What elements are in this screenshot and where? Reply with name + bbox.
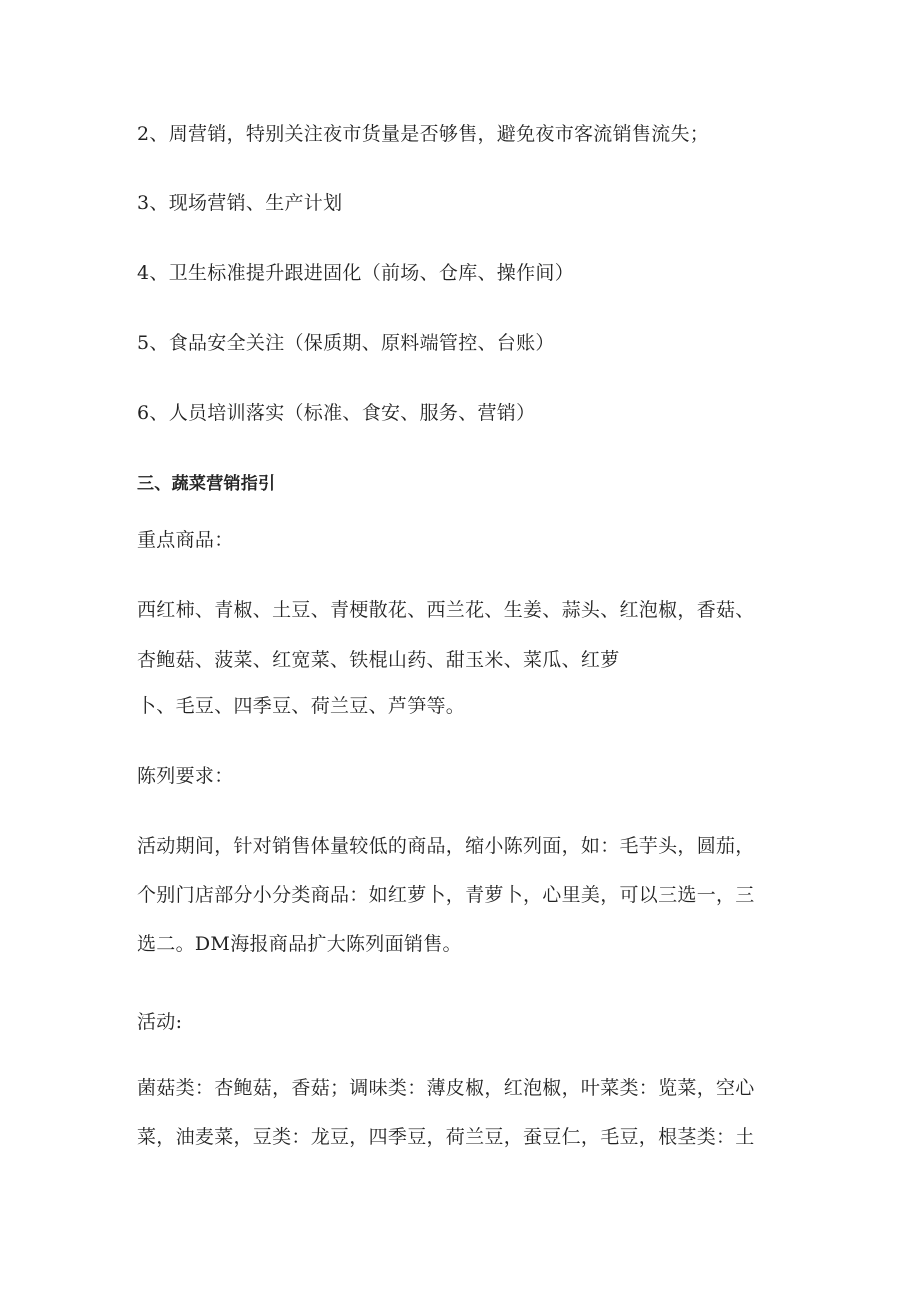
- section-heading: 三、蔬菜营销指引: [137, 474, 276, 494]
- display-label: 陈列要求：: [137, 765, 234, 787]
- display-line-2: 个别门店部分小分类商品：如红萝卜，青萝卜，心里美，可以三选一，三: [137, 884, 755, 906]
- display-line-1: 活动期间，针对销售体量较低的商品，缩小陈列面，如：毛芋头，圆茄，: [137, 835, 755, 857]
- activity-line-1: 菌菇类：杏鲍菇，香菇；调味类：薄皮椒，红泡椒，叶菜类：览菜，空心: [137, 1077, 755, 1099]
- list-item-3: 3、现场营销、生产计划: [137, 192, 343, 214]
- key-products-line-2: 杏鲍菇、菠菜、红宽菜、铁棍山药、甜玉米、菜瓜、红萝: [137, 649, 620, 671]
- activity-line-2: 菜，油麦菜，豆类：龙豆，四季豆，荷兰豆，蚕豆仁，毛豆，根茎类：土: [137, 1126, 755, 1148]
- display-line-3: 选二。DM海报商品扩大陈列面销售。: [137, 933, 462, 955]
- key-products-label: 重点商品：: [137, 529, 234, 551]
- list-item-6: 6、人员培训落实（标准、食安、服务、营销）: [137, 402, 536, 424]
- list-item-5: 5、食品安全关注（保质期、原料端管控、台账）: [137, 332, 555, 354]
- activity-label: 活动:: [137, 1011, 183, 1033]
- key-products-line-1: 西红柿、青椒、土豆、青梗散花、西兰花、生姜、蒜头、红泡椒，香菇、: [137, 599, 755, 621]
- key-products-line-3: 卜、毛豆、四季豆、荷兰豆、芦笋等。: [137, 695, 466, 717]
- list-item-2: 2、周营销，特别关注夜市货量是否够售，避免夜市客流销售流失；: [137, 123, 710, 145]
- list-item-4: 4、卫生标准提升跟进固化（前场、仓库、操作间）: [137, 262, 574, 284]
